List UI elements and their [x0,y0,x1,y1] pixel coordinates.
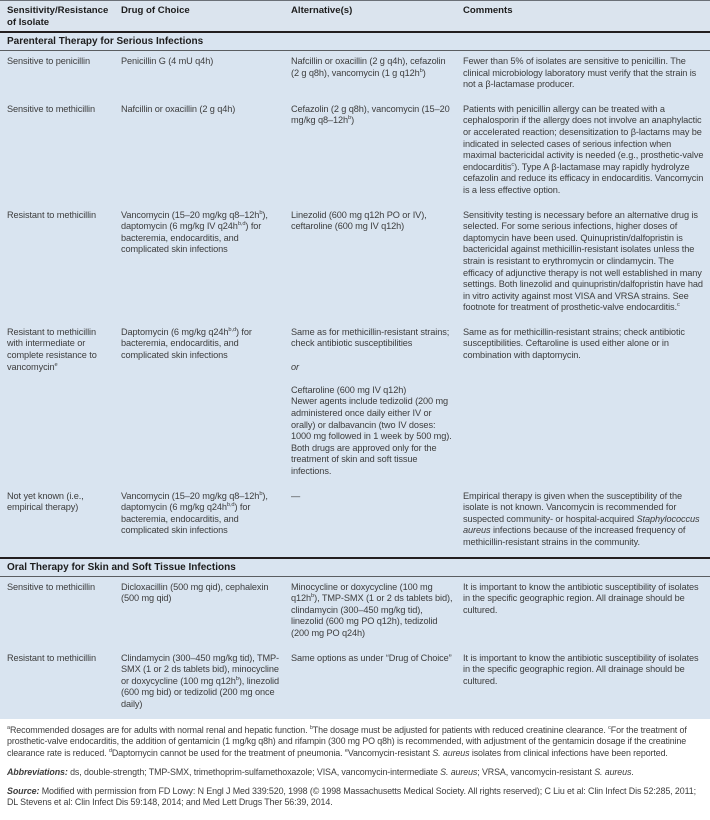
cell-comments: Same as for methicillin-resistant strains; check antibiotic susceptibilities. Ceftaroline is used either alone or in combination with daptomycin. [463,327,706,478]
cell-isolate: Resistant to methicillin [7,653,121,711]
header-isolate: Sensitivity/Resistance of Isolate [7,5,121,28]
header-comments: Comments [463,5,706,28]
cell-comments: Empirical therapy is given when the susceptibility of the isolate is not known. Vancomycin is recommended for suspected community- or hospital-acquired Staphylococcus aureus infections because of the increased frequency of methicillin-resistant strains in the community. [463,491,706,549]
cell-drug: Daptomycin (6 mg/kg $q24h^{b,d}$) for bacteremia, endocarditis, and complicated skin infections [121,327,291,478]
table-row [0,648,710,719]
cell-comments: Patients with penicillin allergy can be treated with a cephalosporin if the allergy does not involve an anaphylactic or accelerated reaction; desensitization to β-lactams may be indicated in selected cases of serious infection when maximal bactericidal activity is needed (e.g., prosthetic-valve endocarditis$^c$). Type A β-lactamase may rapidly hydrolyze cefazolin and reduce its efficacy in endocarditis. Vancomycin is a less effective option. [463,104,706,197]
cell-drug: Clindamycin (300–450 mg/kg tid), TMP-SMX (1 or 2 ds tablets bid), minocycline or doxycycline (100 mg $q12h^b$), linezolid (600 mg bid) or tedizolid (200 mg once daily) [121,653,291,711]
cell-drug: Vancomycin (15–20 mg/kg $q8-12h^b$), daptomycin (6 mg/kg IV $q24h^{b,d}$) for bacteremia, endocarditis, and complicated skin infections [121,210,291,314]
abbreviations-text: ds, double-strength; TMP-SMX, trimethoprim-sulfamethoxazole; VISA, vancomycin-intermediate S. aureus; VRSA, vancomycin-resistant S. aureus. [68,767,634,777]
table-row [0,205,710,322]
table-row [0,577,710,648]
cell-alternatives: — [291,491,463,549]
source [7,786,704,810]
cell-isolate: Sensitive to methicillin [7,104,121,197]
cell-alternatives: Same options as under “Drug of Choice” [291,653,463,711]
cell-isolate: Not yet known (i.e., empirical therapy) [7,491,121,549]
cell-isolate: Sensitive to penicillin [7,56,121,91]
cell-drug: Vancomycin (15–20 mg/kg $q8-12h^b$), daptomycin (6 mg/kg $q24h^{b,d}$) for bacteremia, endocarditis, and complicated skin infections [121,491,291,549]
table-row [0,486,710,557]
cell-drug: Penicillin G (4 mU q4h) [121,56,291,91]
source-text: Modified with permission from FD Lowy: N Engl J Med 339:520, 1998 (© 1998 Massachusetts Medical Society. All rights reserved); C Liu et al: Clin Infect Dis 52:285, 2011; DL Stevens et al: Clin Infect Dis 59:148, 2014; and Med Lett Drugs Ther 56:39, 2014. [7,786,696,808]
table-notes [0,719,710,820]
cell-alternatives: Same as for methicillin-resistant strains; check antibiotic susceptibilities or Ceftaroline (600 mg IV q12h) Newer agents include tedizolid (200 mg administered once daily either IV or orally) or dalbavancin (two IV doses: 1000 mg followed in 1 week by 500 mg). Both drugs are approved only for the treatment of skin and soft tissue infections. [291,327,463,478]
abbreviations-label: Abbreviations: [7,767,68,777]
header-drug: Drug of Choice [121,5,291,28]
cell-alternatives: Nafcillin or oxacillin (2 g q4h), cefazolin (2 g q8h), vancomycin (1 g $q12h^b$) [291,56,463,91]
cell-alternatives: Linezolid (600 mg q12h PO or IV), ceftaroline (600 mg IV q12h) [291,210,463,314]
table-header-row [0,0,710,33]
abbreviations [7,767,704,779]
cell-comments: Fewer than 5% of isolates are sensitive to penicillin. The clinical microbiology laboratory must verify that the strain is not a β-lactamase producer. [463,56,706,91]
cell-comments: It is important to know the antibiotic susceptibility of isolates in the specific geographic region. All drainage should be cultured. [463,582,706,640]
cell-isolate: Sensitive to methicillin [7,582,121,640]
header-alternatives: Alternative(s) [291,5,463,28]
cell-comments: It is important to know the antibiotic susceptibility of isolates in the specific geographic region. All drainage should be cultured. [463,653,706,711]
cell-alternatives: Cefazolin (2 g q8h), vancomycin (15–20 mg/kg $q8-12h^b$) [291,104,463,197]
cell-drug: Nafcillin or oxacillin (2 g q4h) [121,104,291,197]
cell-isolate: Resistant to methicillin with intermediate or complete resistance to vancomycin$^e$ [7,327,121,478]
table-row [0,99,710,205]
footnotes: $^a$Recommended dosages are for adults with normal renal and hepatic function. $^b$The dosage must be adjusted for patients with reduced creatinine clearance. $^c$For the treatment of prosthetic-valve endocarditis, the addition of gentamicin (1 mg/kg q8h) and rifampin (300 mg PO q8h) is recommended, with adjustment of the gentamicin dosage if the creatinine clearance rate is reduced. $^d$Daptomycin cannot be used for the treatment of pneumonia. $^e$Vancomycin-resistant S. aureus isolates from clinical infections have been reported. [7,725,704,760]
cell-isolate: Resistant to methicillin [7,210,121,314]
table-row [0,322,710,486]
cell-comments: Sensitivity testing is necessary before an alternative drug is selected. For some serious infections, higher doses of daptomycin have been used. Quinupristin/dalfopristin is bactericidal against methicillin-resistant isolates unless the strain is resistant to erythromycin or clindamycin. The efficacy of adjunctive therapy is not well established in many settings. Both linezolid and quinupristin/dalfopristin have had in vitro activity against most VISA and VRSA strains. See footnote for treatment of prosthetic-valve endocarditis.$^c$ [463,210,706,314]
cell-alternatives: Minocycline or doxycycline (100 mg $q12h^b$), TMP-SMX (1 or 2 ds tablets bid), clindamycin (300–450 mg/kg tid), linezolid (600 mg PO q12h), tedizolid (200 mg PO q24h) [291,582,463,640]
section-title-parenteral: Parenteral Therapy for Serious Infections [0,33,710,51]
source-label: Source: [7,786,39,796]
cell-drug: Dicloxacillin (500 mg qid), cephalexin (500 mg qid) [121,582,291,640]
section-title-oral: Oral Therapy for Skin and Soft Tissue Infections [0,557,710,577]
table-row [0,51,710,99]
